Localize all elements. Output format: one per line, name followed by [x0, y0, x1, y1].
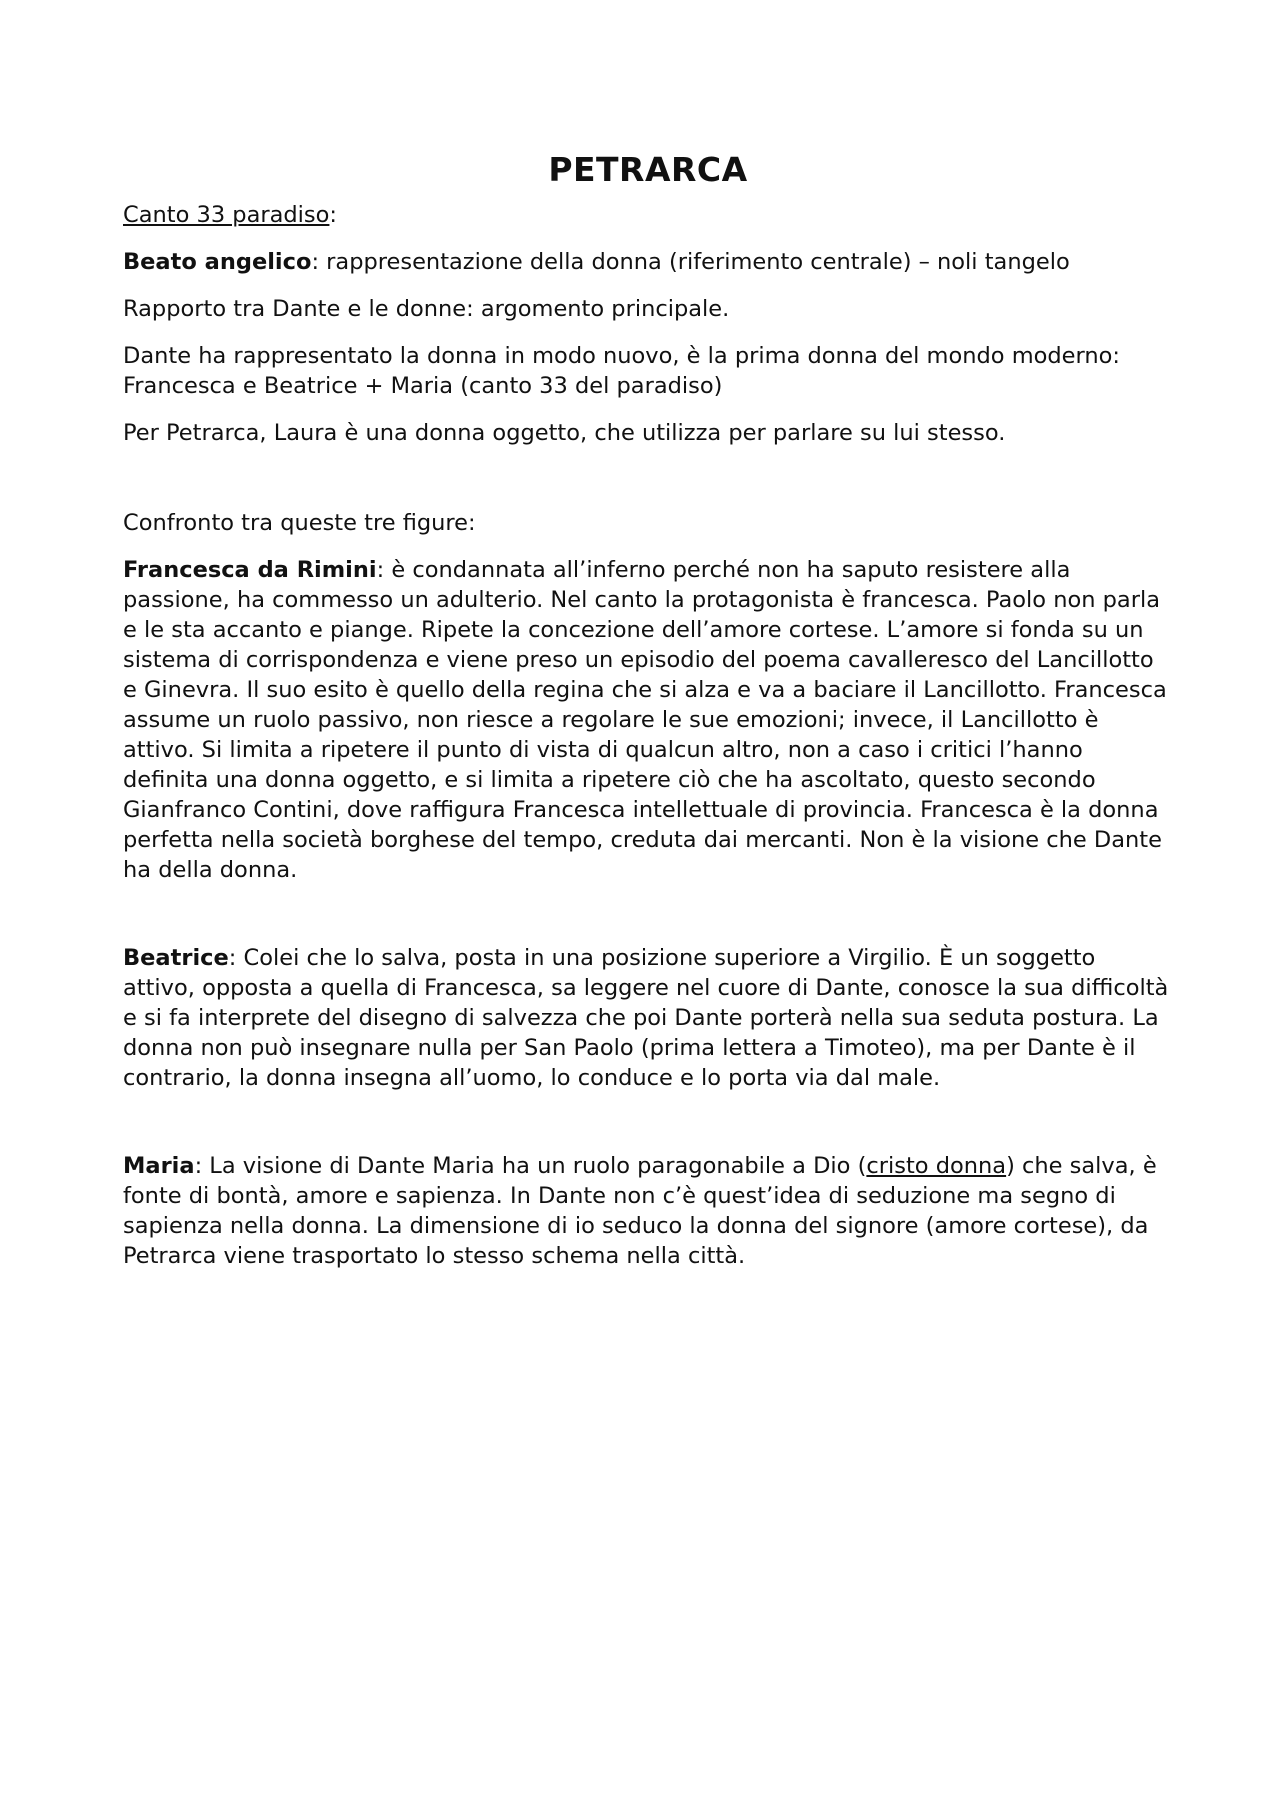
section-heading-suffix: :	[329, 202, 338, 228]
section-heading	[123, 200, 1173, 230]
beatrice-text: : Colei che lo salva, posta in una posizione superiore a Virgilio. È un soggetto attivo, opposta a quella di Francesca, sa leggere nel cuore di Dante, conosce la sua difficoltà e si fa interprete del disegno di salvezza che poi Dante porterà nella sua seduta postura. La donna non può insegnare nulla per San Paolo (prima lettera a Timoteo), ma per Dante è il contrario, la donna insegna all’uomo, lo conduce e lo porta via dal male.	[123, 945, 1169, 1091]
maria-text-after: ) che salva, è fonte di bontà, amore e sapienza. In Dante non c’è quest’idea di seduzione ma segno di sapienza nella donna. La dimensione di io seduco la donna del signore (amore cortese), da Petrarca viene trasportato lo stesso schema nella città.	[123, 1153, 1157, 1269]
paragraph-francesca	[123, 555, 1173, 885]
page-title: PETRARCA	[548, 150, 748, 189]
maria-name: Maria	[123, 1153, 195, 1179]
intro-paragraph-petrarca: Per Petrarca, Laura è una donna oggetto, che utilizza per parlare su lui stesso.	[123, 420, 1006, 446]
intro-bold-term: Beato angelico	[123, 249, 312, 275]
paragraph-beatrice	[123, 943, 1173, 1093]
francesca-text: : è condannata all’inferno perché non ha saputo resistere alla passione, ha commesso un adulterio. Nel canto la protagonista è francesca. Paolo non parla e le sta accanto e piange. Ripete la concezione dell’amore cortese. L’amore si fonda su un sistema di corrispondenza e viene preso un episodio del poema cavalleresco del Lancillotto e Ginevra. Il suo esito è quello della regina che si alza e va a baciare il Lancillotto. Francesca assume un ruolo passivo, non riesce a regolare le sue emozioni; invece, il Lancillotto è attivo. Si limita a ripetere il punto di vista di qualcun altro, non a caso i critici l’hanno definita una donna oggetto, e si limita a ripetere ciò che ha ascoltato, questo secondo Gianfranco Contini, dove raffigura Francesca intellettuale di provincia. Francesca è la donna perfetta nella società borghese del tempo, creduta dai mercanti. Non è la visione che Dante ha della donna.	[123, 557, 1167, 883]
comparison-intro: Confronto tra queste tre figure:	[123, 510, 476, 536]
paragraph-maria	[123, 1151, 1173, 1271]
intro-paragraph-rapporto: Rapporto tra Dante e le donne: argomento principale.	[123, 296, 730, 322]
intro-text: : rappresentazione della donna (riferimento centrale) – noli tangelo	[311, 249, 1070, 275]
intro-paragraph-beato-angelico	[123, 247, 1173, 277]
maria-underlined-text: cristo donna	[866, 1153, 1007, 1179]
beatrice-name: Beatrice	[123, 945, 229, 971]
intro-paragraph-dante: Dante ha rappresentato la donna in modo nuovo, è la prima donna del mondo moderno: Francesca e Beatrice + Maria (canto 33 del paradiso)	[123, 343, 1120, 399]
document-page	[123, 150, 1173, 1288]
maria-text-before: : La visione di Dante Maria ha un ruolo paragonabile a Dio (	[194, 1153, 867, 1179]
section-heading-label: Canto 33 paradiso	[123, 202, 330, 228]
francesca-name: Francesca da Rimini	[123, 557, 377, 583]
